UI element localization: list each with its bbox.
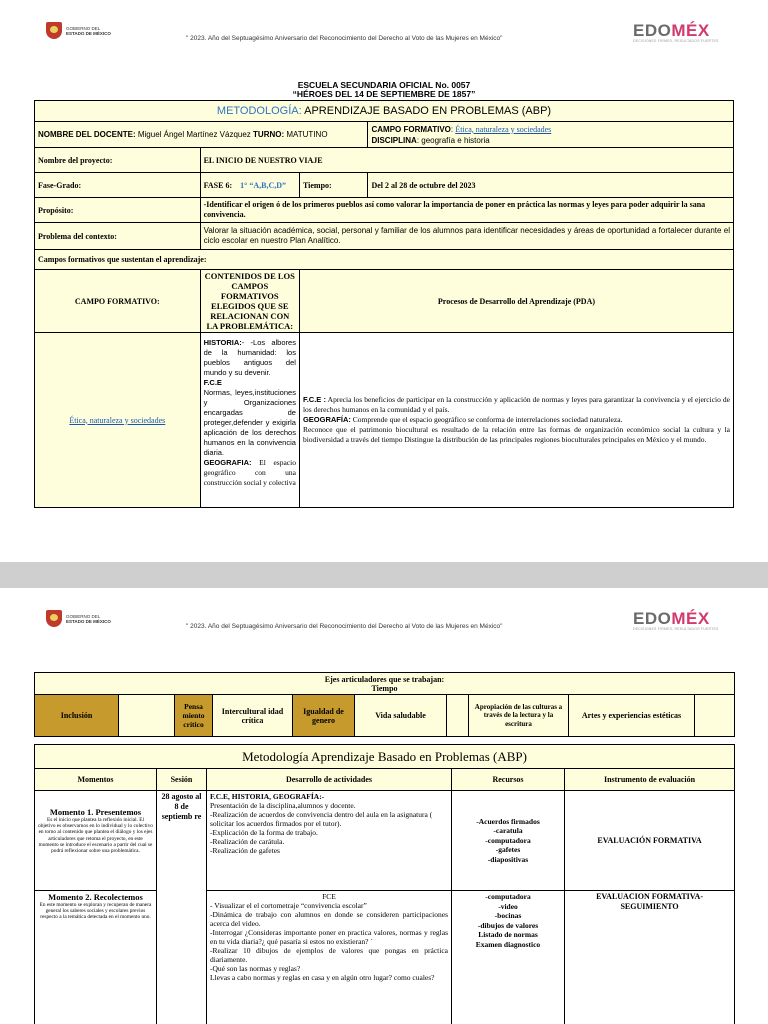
activities-2 bbox=[207, 891, 452, 1024]
pda-geo: Comprende que el espacio geográfico se conforma de interrelaciones sociedad naturaleza. bbox=[350, 415, 623, 424]
ejes-table bbox=[34, 672, 735, 737]
fase-cell bbox=[200, 173, 299, 198]
fase-label: Fase-Grado: bbox=[35, 173, 201, 198]
project-table bbox=[34, 100, 734, 508]
header-motto: " 2023. Año del Septuagésimo Aniversario del Reconocimiento del Derecho al Voto de las Mujeres en México" bbox=[186, 35, 503, 42]
pda-geo-label: GEOGRAFÍA: bbox=[302, 415, 351, 424]
ejes-row bbox=[35, 695, 735, 737]
act-2-title: FCE bbox=[322, 892, 336, 901]
methodology-title bbox=[35, 101, 734, 122]
momento-2-title: Momento 2. Recolectemos bbox=[48, 892, 143, 902]
eje-apropiacion-culturas: Apropiación de las culturas a través de la lectura y la escritura bbox=[469, 695, 569, 737]
header-desarrollo: Desarrollo de actividades bbox=[207, 769, 452, 791]
eje-vida-saludable: Vida saludable bbox=[355, 695, 447, 737]
turno-value: MATUTINO bbox=[284, 130, 328, 139]
col-contenidos: CONTENIDOS DE LOS CAMPOS FORMATIVOS ELEGIDOS QUE SE RELACIONAN CON LA PROBLEMÁTICA: bbox=[200, 270, 299, 333]
recursos-1 bbox=[452, 791, 565, 891]
recursos-2 bbox=[452, 891, 565, 1024]
recurso-item: -diapositivas bbox=[487, 854, 529, 864]
recurso-item: -bocinas bbox=[494, 911, 522, 920]
edomex-slogan: DECISIONES FIRMES, RESULTADOS FUERTES bbox=[633, 39, 719, 43]
method-title: Metodología Aprendizaje Basado en Problemas (ABP) bbox=[35, 745, 735, 769]
docente-value: Miguel Ángel Martínez Vázquez bbox=[137, 130, 254, 139]
momento-1-row bbox=[35, 791, 735, 891]
momento-1-title: Momento 1. Presentemos bbox=[49, 807, 142, 817]
turno-label: TURNO: bbox=[253, 130, 285, 139]
header-instrumento: Instrumento de evaluación bbox=[565, 769, 735, 791]
disciplina-label: DISCIPLINA bbox=[371, 135, 417, 145]
docente-label: NOMBRE DEL DOCENTE: bbox=[38, 130, 138, 139]
campo-content-cell bbox=[35, 333, 201, 508]
document-page-2 bbox=[0, 588, 768, 1024]
edomex-logo-accent: MÉX bbox=[671, 21, 710, 40]
header-motto: " 2023. Año del Septuagésimo Aniversario del Reconocimiento del Derecho al Voto de las Mujeres en México" bbox=[186, 623, 503, 630]
school-name: ESCUELA SECUNDARIA OFICIAL No. 0057 bbox=[297, 80, 471, 90]
school-motto: “HÉROES DEL 14 DE SEPTIEMBRE DE 1857” bbox=[292, 89, 476, 99]
recurso-item: -video bbox=[498, 901, 518, 911]
recurso-item: -Acuerdos firmados bbox=[476, 816, 540, 826]
momento-2-cell bbox=[35, 891, 157, 1024]
campo-content-link[interactable]: Ética, naturaleza y sociedades bbox=[69, 415, 166, 425]
eje-blank-3 bbox=[695, 695, 735, 737]
eje-artes: Artes y experiencias estéticas bbox=[569, 695, 695, 737]
act-1-item: -Explicación de la forma de trabajo. bbox=[210, 828, 318, 837]
recurso-item: -dibujos de valores bbox=[477, 920, 539, 930]
campo-label: CAMPO FORMATIVO bbox=[371, 124, 451, 134]
header-sesion: Sesión bbox=[157, 769, 207, 791]
eje-pensamiento-critico: Pensa miento crítico bbox=[175, 695, 213, 737]
act-1-item: -Realización de gafetes bbox=[210, 846, 280, 855]
recurso-item: -gafetes bbox=[495, 845, 521, 855]
government-logo bbox=[46, 22, 111, 39]
activities-table bbox=[34, 744, 735, 1024]
eval-2: EVALUACION FORMATIVA-SEGUIMIENTO bbox=[565, 891, 735, 1024]
proyecto-label: Nombre del proyecto: bbox=[35, 148, 201, 173]
pda-fce: Aprecia los beneficios de participar en la construcción y aplicación de normas y leyes para garantizar la convivencia y el ejercicio de los derechos humanos en la comunidad y el país. bbox=[302, 395, 730, 414]
activities-header-row bbox=[35, 769, 735, 791]
act-1-item: -Realización de acuerdos de convivencia dentro del aula en la asignatura ( solicitar los acuerdos firmados por el tutor). bbox=[210, 810, 433, 828]
recurso-item: Examen diagnostico bbox=[475, 939, 541, 949]
momento-1-desc: Es el inicio que plantea la reflexión inicial. El objetivo es observarnos en lo individual y lo colectivo en torno al contenido que plantea el diálogo y los ejes articuladores que retoma el proyecto, en este momento se introduce el escenario a partir del cual se podrá reflexionar sobre una problemática. bbox=[38, 817, 153, 855]
header-momentos: Momentos bbox=[35, 769, 157, 791]
problema-label: Problema del contexto: bbox=[35, 223, 201, 250]
cont-fce-label: F.C.E bbox=[203, 378, 222, 387]
cont-fce: Normas, leyes,instituciones y Organizaciones encargadas de proteger,defender y exigirla aplicación de los derechos humanos en la convivencia diaria. bbox=[203, 388, 296, 457]
recurso-item: Listado de normas bbox=[478, 930, 538, 939]
eje-blank-2 bbox=[447, 695, 469, 737]
eval-1: EVALUACIÓN FORMATIVA bbox=[565, 791, 735, 891]
campo-cell: CAMPO FORMATIVO: Ética, naturaleza y sociedades DISCIPLINA: geografía e historia bbox=[368, 122, 734, 148]
disciplina-value: : geografía e historia bbox=[416, 135, 490, 145]
edomex-logo-text: EDO bbox=[633, 609, 672, 628]
pda-geo-2: Reconoce que el patrimonio biocultural es resultado de la relación entre las formas de organización económico social la cultura y la biodiversidad a través del tiempo Distingue la distribución de las principales regiones bioculturales principales en México y el mundo. bbox=[302, 425, 730, 444]
problema-value: Valorar la situación académica, social, personal y familiar de los alumnos para identificar necesidades y áreas de oportunidad a fortalecer durante el ciclo escolar en nuestro Plan Analítico. bbox=[200, 223, 733, 250]
page-header bbox=[0, 588, 768, 648]
cont-geo-label: GEOGRAFIA: bbox=[203, 458, 252, 467]
tiempo-label: Tiempo: bbox=[299, 173, 368, 198]
act-1-item: Presentación de la disciplina,alumnos y docente. bbox=[210, 801, 356, 810]
coat-of-arms-icon bbox=[46, 22, 62, 39]
edomex-logo bbox=[633, 22, 719, 43]
gov-line-2: ESTADO DE MÉXICO bbox=[66, 618, 111, 624]
activities-1 bbox=[207, 791, 452, 891]
act-1-title: F.C.E, HISTORIA, GEOGRAFÍA:- bbox=[210, 792, 325, 801]
eje-blank-1 bbox=[119, 695, 175, 737]
gov-line-1: GOBIERNO DEL bbox=[66, 613, 101, 619]
proposito-label: Propósito: bbox=[35, 198, 201, 223]
act-2-item: Llevas a cabo normas y reglas en casa y en algún otro lugar? como cuales? bbox=[210, 973, 435, 982]
recurso-item: -computadora bbox=[485, 892, 531, 901]
edomex-slogan: DECISIONES FIRMES, RESULTADOS FUERTES bbox=[633, 627, 719, 631]
ejes-title: Ejes articuladores que se trabajan: bbox=[324, 674, 445, 684]
eje-igualdad-genero: Igualdad de genero bbox=[293, 695, 355, 737]
act-2-item: -Interrogar ¿Consideras importante poner en practica valores, normas y reglas en tu vida diaria?¿ qué pasaría si estos no existieran? ´ bbox=[210, 928, 448, 946]
edomex-logo bbox=[633, 610, 719, 631]
col-pda: Procesos de Desarrollo del Aprendizaje (PDA) bbox=[299, 270, 733, 333]
methodology-label: METODOLOGÍA: bbox=[216, 105, 302, 117]
pda-cell bbox=[299, 333, 733, 508]
proposito-value: -Identificar el origen ó de los primeros pueblos así como valorar la importancia de poner en práctica las normas y leyes para poder adquirir la sana convivencia. bbox=[200, 198, 733, 223]
contenidos-cell bbox=[200, 333, 299, 508]
ejes-title-cell bbox=[35, 673, 735, 695]
act-2-item: -Realizar 10 dibujos de ejemplos de valores que pongas en práctica diariamente. bbox=[210, 946, 448, 964]
momento-1-cell bbox=[35, 791, 157, 891]
campo-link[interactable]: Ética, naturaleza y sociedades bbox=[455, 124, 552, 134]
methodology-value: APRENDIZAJE BASADO EN PROBLEMAS (ABP) bbox=[301, 105, 552, 117]
act-2-item: -Dinámica de trabajo con alumnos en donde se consideren participaciones acerca del video. bbox=[210, 910, 448, 928]
tiempo-value: Del 2 al 28 de octubre del 2023 bbox=[368, 173, 734, 198]
recurso-item: -computadora bbox=[485, 835, 531, 845]
eje-interculturalidad: Intercultural idad crítica bbox=[213, 695, 293, 737]
edomex-logo-accent: MÉX bbox=[671, 609, 710, 628]
momento-2-desc: En este momento se exploran y recuperan de manera general los saberes sociales y escolares previos respecto a la temática detectada en el momento uno. bbox=[39, 902, 152, 921]
fase-value: FASE 6: bbox=[203, 180, 233, 190]
header-recursos: Recursos bbox=[452, 769, 565, 791]
coat-of-arms-icon bbox=[46, 610, 62, 627]
cont-historia-label: HISTORIA: bbox=[203, 338, 242, 347]
government-logo bbox=[46, 610, 111, 627]
session-1: 28 agosto al 8 de septiemb re bbox=[157, 791, 207, 1024]
proyecto-value: EL INICIO DE NUESTRO VIAJE bbox=[200, 148, 733, 173]
momento-2-row bbox=[35, 891, 735, 1024]
pda-fce-label: F.C.E : bbox=[302, 395, 327, 404]
cont-historia: - -Los albores de la humanidad: los pueblos antiguos del mundo y su devenir. bbox=[203, 338, 296, 377]
recurso-item: -caratula bbox=[493, 826, 523, 836]
gov-line-2: ESTADO DE MÉXICO bbox=[66, 30, 111, 36]
docente-cell bbox=[35, 122, 368, 148]
grado-value: 1° “A,B,C,D” bbox=[240, 180, 286, 190]
page-header bbox=[0, 0, 768, 60]
act-2-item: -Qué son las normas y reglas? bbox=[210, 964, 301, 973]
col-campo: CAMPO FORMATIVO: bbox=[35, 270, 201, 333]
ejes-sub: Tiempo bbox=[371, 683, 398, 693]
gov-line-1: GOBIERNO DEL bbox=[66, 25, 101, 31]
campos-sustentan: Campos formativos que sustentan el aprendizaje: bbox=[35, 250, 734, 270]
edomex-logo-text: EDO bbox=[633, 21, 672, 40]
act-2-item: - Visualizar el el cortometraje “convivencia escolar” bbox=[210, 901, 367, 910]
act-1-item: -Realización de carátula. bbox=[210, 837, 285, 846]
cont-geo: El espacio geográfico con una construcción social y colectiva bbox=[203, 458, 296, 487]
eje-inclusion: Inclusión bbox=[35, 695, 119, 737]
